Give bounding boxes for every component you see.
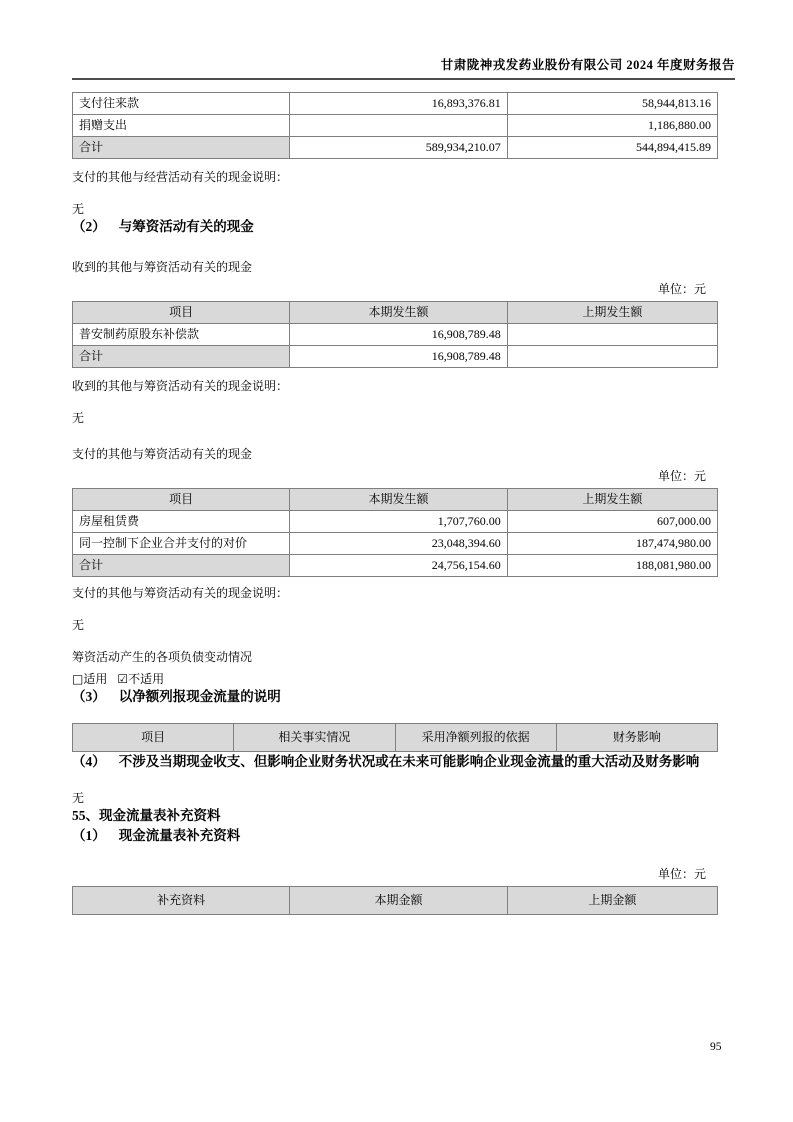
- table-header-row: [73, 724, 718, 752]
- table-header-cell: 上期发生额: [507, 489, 717, 511]
- table-header-cell: 本期金额: [290, 887, 507, 915]
- table-cell: 合计: [73, 137, 290, 159]
- section-2-heading: [72, 217, 718, 237]
- page-number: 95: [710, 1041, 722, 1053]
- table-row: [73, 533, 718, 555]
- unit-label: 单位：元: [657, 282, 706, 296]
- none-text: 无: [72, 411, 85, 425]
- table-cell: 支付往来款: [73, 93, 290, 115]
- document-title: 甘肃陇神戎发药业股份有限公司 2024 年度财务报告: [440, 58, 735, 72]
- table-cell: 合计: [73, 555, 290, 577]
- net-presentation-table: [72, 723, 718, 752]
- unit-label: 单位：元: [657, 469, 706, 483]
- table-cell: 544,894,415.89: [507, 137, 717, 159]
- checkbox-unchecked-icon: □: [72, 672, 84, 686]
- section-number: （4）: [72, 754, 106, 769]
- section-title: 现金流量表补充资料: [118, 828, 241, 843]
- table-cell: [507, 346, 717, 368]
- section-title: 55、现金流量表补充资料: [72, 808, 221, 823]
- table-header-row: [73, 887, 718, 915]
- cash-flow-supplement-table: [72, 886, 718, 915]
- paid-financing-label: 支付的其他与筹资活动有关的现金: [72, 447, 253, 461]
- table-header-cell: 相关事实情况: [234, 724, 395, 752]
- table-header-cell: 采用净额列报的依据: [395, 724, 556, 752]
- table-header-cell: 本期发生额: [290, 489, 507, 511]
- table-total-row: [73, 555, 718, 577]
- table-header-cell: 项目: [73, 302, 290, 324]
- not-applicable-label: 不适用: [128, 672, 165, 686]
- table-cell: 1,186,880.00: [507, 115, 717, 137]
- table-cell: 188,081,980.00: [507, 555, 717, 577]
- section-4-heading: [72, 752, 718, 772]
- section-title: 不涉及当期现金收支、但影响企业财务状况或在未来可能影响企业现金流量的重大活动及财务影响: [118, 754, 700, 769]
- table-header-cell: 项目: [73, 724, 234, 752]
- table-header-row: [73, 489, 718, 511]
- table-cell: 合计: [73, 346, 290, 368]
- financing-other-cash-received-table: [72, 301, 718, 368]
- table-row: [73, 93, 718, 115]
- table-cell: [290, 115, 507, 137]
- table-header-cell: 补充资料: [73, 887, 290, 915]
- page-content: [72, 92, 718, 915]
- table-cell: 23,048,394.60: [290, 533, 507, 555]
- not-applicable-option: [117, 672, 164, 686]
- table-cell: 16,908,789.48: [290, 346, 507, 368]
- table-header-row: [73, 302, 718, 324]
- section-number: （2）: [72, 219, 106, 234]
- section-55-1-heading: [72, 826, 718, 846]
- section-55-heading: [72, 806, 718, 826]
- table-cell: 589,934,210.07: [290, 137, 507, 159]
- table-cell: 187,474,980.00: [507, 533, 717, 555]
- liability-changes-label: 筹资活动产生的各项负债变动情况: [72, 650, 253, 664]
- applicable-option: [72, 672, 107, 686]
- none-text: 无: [72, 202, 85, 216]
- received-financing-label: 收到的其他与筹资活动有关的现金: [72, 260, 253, 274]
- applicability-row: [72, 671, 718, 687]
- table-cell: 16,908,789.48: [290, 324, 507, 346]
- table-cell: 1,707,760.00: [290, 511, 507, 533]
- table-header-cell: 上期发生额: [507, 302, 717, 324]
- paid-note-label: 支付的其他与筹资活动有关的现金说明：: [72, 586, 289, 600]
- unit-label: 单位：元: [657, 867, 706, 881]
- none-text: 无: [72, 618, 85, 632]
- received-note-label: 收到的其他与筹资活动有关的现金说明：: [72, 379, 289, 393]
- table-cell: 24,756,154.60: [290, 555, 507, 577]
- document-header: [72, 0, 735, 80]
- section-number: （1）: [72, 828, 106, 843]
- table-cell: 58,944,813.16: [507, 93, 717, 115]
- table-cell: 普安制药原股东补偿款: [73, 324, 290, 346]
- none-text: 无: [72, 791, 85, 805]
- section-number: （3）: [72, 689, 106, 704]
- table-cell: 16,893,376.81: [290, 93, 507, 115]
- table-row: [73, 324, 718, 346]
- checkbox-checked-icon: ☑: [117, 672, 129, 686]
- table-header-cell: 项目: [73, 489, 290, 511]
- table-header-cell: 本期发生额: [290, 302, 507, 324]
- applicable-label: 适用: [83, 672, 108, 686]
- table-total-row: [73, 137, 718, 159]
- operating-other-cash-paid-table: [72, 92, 718, 159]
- table-cell: 捐赠支出: [73, 115, 290, 137]
- table-cell: 房屋租赁费: [73, 511, 290, 533]
- table-row: [73, 511, 718, 533]
- table-header-cell: 财务影响: [556, 724, 717, 752]
- financing-other-cash-paid-table: [72, 488, 718, 577]
- section-title: 以净额列报现金流量的说明: [118, 689, 281, 704]
- section-title: 与筹资活动有关的现金: [118, 219, 254, 234]
- section-3-heading: [72, 687, 718, 707]
- table-cell: 607,000.00: [507, 511, 717, 533]
- table-cell: [507, 324, 717, 346]
- table-cell: 同一控制下企业合并支付的对价: [73, 533, 290, 555]
- operating-note-label: 支付的其他与经营活动有关的现金说明：: [72, 170, 289, 184]
- table-row: [73, 115, 718, 137]
- table-total-row: [73, 346, 718, 368]
- table-header-cell: 上期金额: [507, 887, 717, 915]
